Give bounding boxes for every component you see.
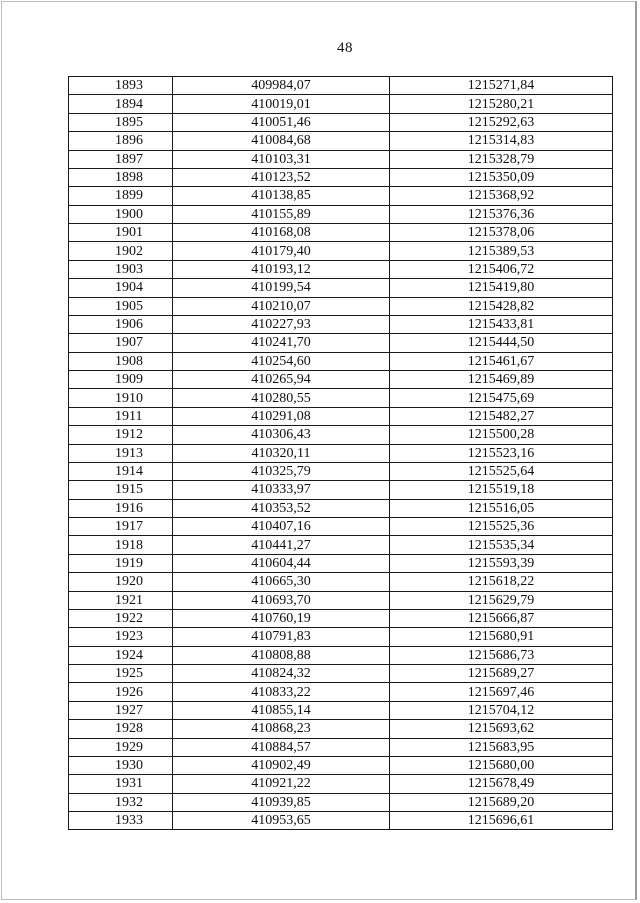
table-row: [69, 683, 613, 701]
y-coordinate-cell: 1215697,46: [390, 683, 613, 701]
x-coordinate-cell: 410884,57: [173, 738, 390, 756]
y-coordinate-cell: 1215428,82: [390, 297, 613, 315]
x-coordinate-cell: 410760,19: [173, 609, 390, 627]
y-coordinate-cell: 1215419,80: [390, 279, 613, 297]
table-row: [69, 407, 613, 425]
y-coordinate-cell: 1215271,84: [390, 77, 613, 95]
point-number-cell: 1898: [69, 168, 173, 186]
x-coordinate-cell: 410921,22: [173, 775, 390, 793]
table-row: [69, 646, 613, 664]
table-row: [69, 279, 613, 297]
x-coordinate-cell: 409984,07: [173, 77, 390, 95]
table-row: [69, 242, 613, 260]
table-row: [69, 352, 613, 370]
point-number-cell: 1909: [69, 371, 173, 389]
x-coordinate-cell: 410254,60: [173, 352, 390, 370]
table-row: [69, 591, 613, 609]
x-coordinate-cell: 410808,88: [173, 646, 390, 664]
y-coordinate-cell: 1215686,73: [390, 646, 613, 664]
point-number-cell: 1906: [69, 315, 173, 333]
table-row: [69, 554, 613, 572]
point-number-cell: 1917: [69, 518, 173, 536]
point-number-cell: 1930: [69, 756, 173, 774]
x-coordinate-cell: 410693,70: [173, 591, 390, 609]
y-coordinate-cell: 1215525,64: [390, 462, 613, 480]
x-coordinate-cell: 410179,40: [173, 242, 390, 260]
x-coordinate-cell: 410833,22: [173, 683, 390, 701]
x-coordinate-cell: 410051,46: [173, 113, 390, 131]
x-coordinate-cell: 410019,01: [173, 95, 390, 113]
point-number-cell: 1915: [69, 481, 173, 499]
point-number-cell: 1914: [69, 462, 173, 480]
point-number-cell: 1896: [69, 132, 173, 150]
point-number-cell: 1897: [69, 150, 173, 168]
x-coordinate-cell: 410193,12: [173, 260, 390, 278]
table-row: [69, 499, 613, 517]
point-number-cell: 1916: [69, 499, 173, 517]
y-coordinate-cell: 1215368,92: [390, 187, 613, 205]
point-number-cell: 1927: [69, 701, 173, 719]
point-number-cell: 1928: [69, 720, 173, 738]
y-coordinate-cell: 1215461,67: [390, 352, 613, 370]
table-row: [69, 793, 613, 811]
table-row: [69, 738, 613, 756]
point-number-cell: 1905: [69, 297, 173, 315]
x-coordinate-cell: 410084,68: [173, 132, 390, 150]
point-number-cell: 1904: [69, 279, 173, 297]
x-coordinate-cell: 410241,70: [173, 334, 390, 352]
point-number-cell: 1932: [69, 793, 173, 811]
point-number-cell: 1925: [69, 665, 173, 683]
point-number-cell: 1913: [69, 444, 173, 462]
table-row: [69, 168, 613, 186]
point-number-cell: 1902: [69, 242, 173, 260]
table-row: [69, 260, 613, 278]
table-row: [69, 756, 613, 774]
point-number-cell: 1895: [69, 113, 173, 131]
x-coordinate-cell: 410280,55: [173, 389, 390, 407]
table-row: [69, 481, 613, 499]
x-coordinate-cell: 410441,27: [173, 536, 390, 554]
table-row: [69, 132, 613, 150]
point-number-cell: 1919: [69, 554, 173, 572]
x-coordinate-cell: 410306,43: [173, 426, 390, 444]
table-row: [69, 334, 613, 352]
y-coordinate-cell: 1215328,79: [390, 150, 613, 168]
x-coordinate-cell: 410155,89: [173, 205, 390, 223]
point-number-cell: 1893: [69, 77, 173, 95]
point-number-cell: 1920: [69, 573, 173, 591]
table-row: [69, 224, 613, 242]
y-coordinate-cell: 1215314,83: [390, 132, 613, 150]
x-coordinate-cell: 410168,08: [173, 224, 390, 242]
y-coordinate-cell: 1215519,18: [390, 481, 613, 499]
x-coordinate-cell: 410265,94: [173, 371, 390, 389]
table-row: [69, 426, 613, 444]
table-row: [69, 444, 613, 462]
y-coordinate-cell: 1215292,63: [390, 113, 613, 131]
y-coordinate-cell: 1215535,34: [390, 536, 613, 554]
x-coordinate-cell: 410791,83: [173, 628, 390, 646]
table-row: [69, 518, 613, 536]
x-coordinate-cell: 410291,08: [173, 407, 390, 425]
x-coordinate-cell: 410199,54: [173, 279, 390, 297]
y-coordinate-cell: 1215704,12: [390, 701, 613, 719]
x-coordinate-cell: 410902,49: [173, 756, 390, 774]
y-coordinate-cell: 1215618,22: [390, 573, 613, 591]
point-number-cell: 1908: [69, 352, 173, 370]
y-coordinate-cell: 1215525,36: [390, 518, 613, 536]
y-coordinate-cell: 1215280,21: [390, 95, 613, 113]
x-coordinate-cell: 410123,52: [173, 168, 390, 186]
table-row: [69, 205, 613, 223]
table-row: [69, 573, 613, 591]
table-row: [69, 150, 613, 168]
table-row: [69, 775, 613, 793]
y-coordinate-cell: 1215482,27: [390, 407, 613, 425]
x-coordinate-cell: 410325,79: [173, 462, 390, 480]
point-number-cell: 1900: [69, 205, 173, 223]
x-coordinate-cell: 410824,32: [173, 665, 390, 683]
y-coordinate-cell: 1215523,16: [390, 444, 613, 462]
y-coordinate-cell: 1215689,20: [390, 793, 613, 811]
point-number-cell: 1923: [69, 628, 173, 646]
table-row: [69, 315, 613, 333]
table-row: [69, 187, 613, 205]
x-coordinate-cell: 410320,11: [173, 444, 390, 462]
x-coordinate-cell: 410855,14: [173, 701, 390, 719]
table-row: [69, 665, 613, 683]
y-coordinate-cell: 1215680,00: [390, 756, 613, 774]
y-coordinate-cell: 1215433,81: [390, 315, 613, 333]
y-coordinate-cell: 1215666,87: [390, 609, 613, 627]
point-number-cell: 1910: [69, 389, 173, 407]
coordinates-table: [68, 76, 613, 830]
y-coordinate-cell: 1215593,39: [390, 554, 613, 572]
point-number-cell: 1907: [69, 334, 173, 352]
y-coordinate-cell: 1215516,05: [390, 499, 613, 517]
y-coordinate-cell: 1215378,06: [390, 224, 613, 242]
y-coordinate-cell: 1215693,62: [390, 720, 613, 738]
point-number-cell: 1933: [69, 812, 173, 830]
y-coordinate-cell: 1215406,72: [390, 260, 613, 278]
table-row: [69, 536, 613, 554]
table-row: [69, 95, 613, 113]
y-coordinate-cell: 1215689,27: [390, 665, 613, 683]
x-coordinate-cell: 410953,65: [173, 812, 390, 830]
point-number-cell: 1921: [69, 591, 173, 609]
point-number-cell: 1899: [69, 187, 173, 205]
point-number-cell: 1924: [69, 646, 173, 664]
x-coordinate-cell: 410939,85: [173, 793, 390, 811]
table-row: [69, 389, 613, 407]
x-coordinate-cell: 410138,85: [173, 187, 390, 205]
point-number-cell: 1894: [69, 95, 173, 113]
y-coordinate-cell: 1215444,50: [390, 334, 613, 352]
point-number-cell: 1901: [69, 224, 173, 242]
y-coordinate-cell: 1215629,79: [390, 591, 613, 609]
page-number: 48: [337, 40, 353, 56]
x-coordinate-cell: 410665,30: [173, 573, 390, 591]
x-coordinate-cell: 410868,23: [173, 720, 390, 738]
y-coordinate-cell: 1215389,53: [390, 242, 613, 260]
point-number-cell: 1922: [69, 609, 173, 627]
point-number-cell: 1926: [69, 683, 173, 701]
table-row: [69, 720, 613, 738]
y-coordinate-cell: 1215469,89: [390, 371, 613, 389]
x-coordinate-cell: 410210,07: [173, 297, 390, 315]
point-number-cell: 1912: [69, 426, 173, 444]
y-coordinate-cell: 1215680,91: [390, 628, 613, 646]
y-coordinate-cell: 1215683,95: [390, 738, 613, 756]
y-coordinate-cell: 1215500,28: [390, 426, 613, 444]
point-number-cell: 1911: [69, 407, 173, 425]
x-coordinate-cell: 410103,31: [173, 150, 390, 168]
table-row: [69, 812, 613, 830]
table-row: [69, 113, 613, 131]
x-coordinate-cell: 410604,44: [173, 554, 390, 572]
table-row: [69, 628, 613, 646]
table-row: [69, 609, 613, 627]
y-coordinate-cell: 1215350,09: [390, 168, 613, 186]
table-row: [69, 462, 613, 480]
y-coordinate-cell: 1215678,49: [390, 775, 613, 793]
x-coordinate-cell: 410407,16: [173, 518, 390, 536]
y-coordinate-cell: 1215696,61: [390, 812, 613, 830]
y-coordinate-cell: 1215475,69: [390, 389, 613, 407]
table-row: [69, 371, 613, 389]
y-coordinate-cell: 1215376,36: [390, 205, 613, 223]
table-row: [69, 77, 613, 95]
x-coordinate-cell: 410353,52: [173, 499, 390, 517]
point-number-cell: 1903: [69, 260, 173, 278]
coordinates-table-body: [69, 77, 613, 830]
point-number-cell: 1918: [69, 536, 173, 554]
point-number-cell: 1929: [69, 738, 173, 756]
x-coordinate-cell: 410333,97: [173, 481, 390, 499]
point-number-cell: 1931: [69, 775, 173, 793]
table-row: [69, 297, 613, 315]
table-row: [69, 701, 613, 719]
x-coordinate-cell: 410227,93: [173, 315, 390, 333]
